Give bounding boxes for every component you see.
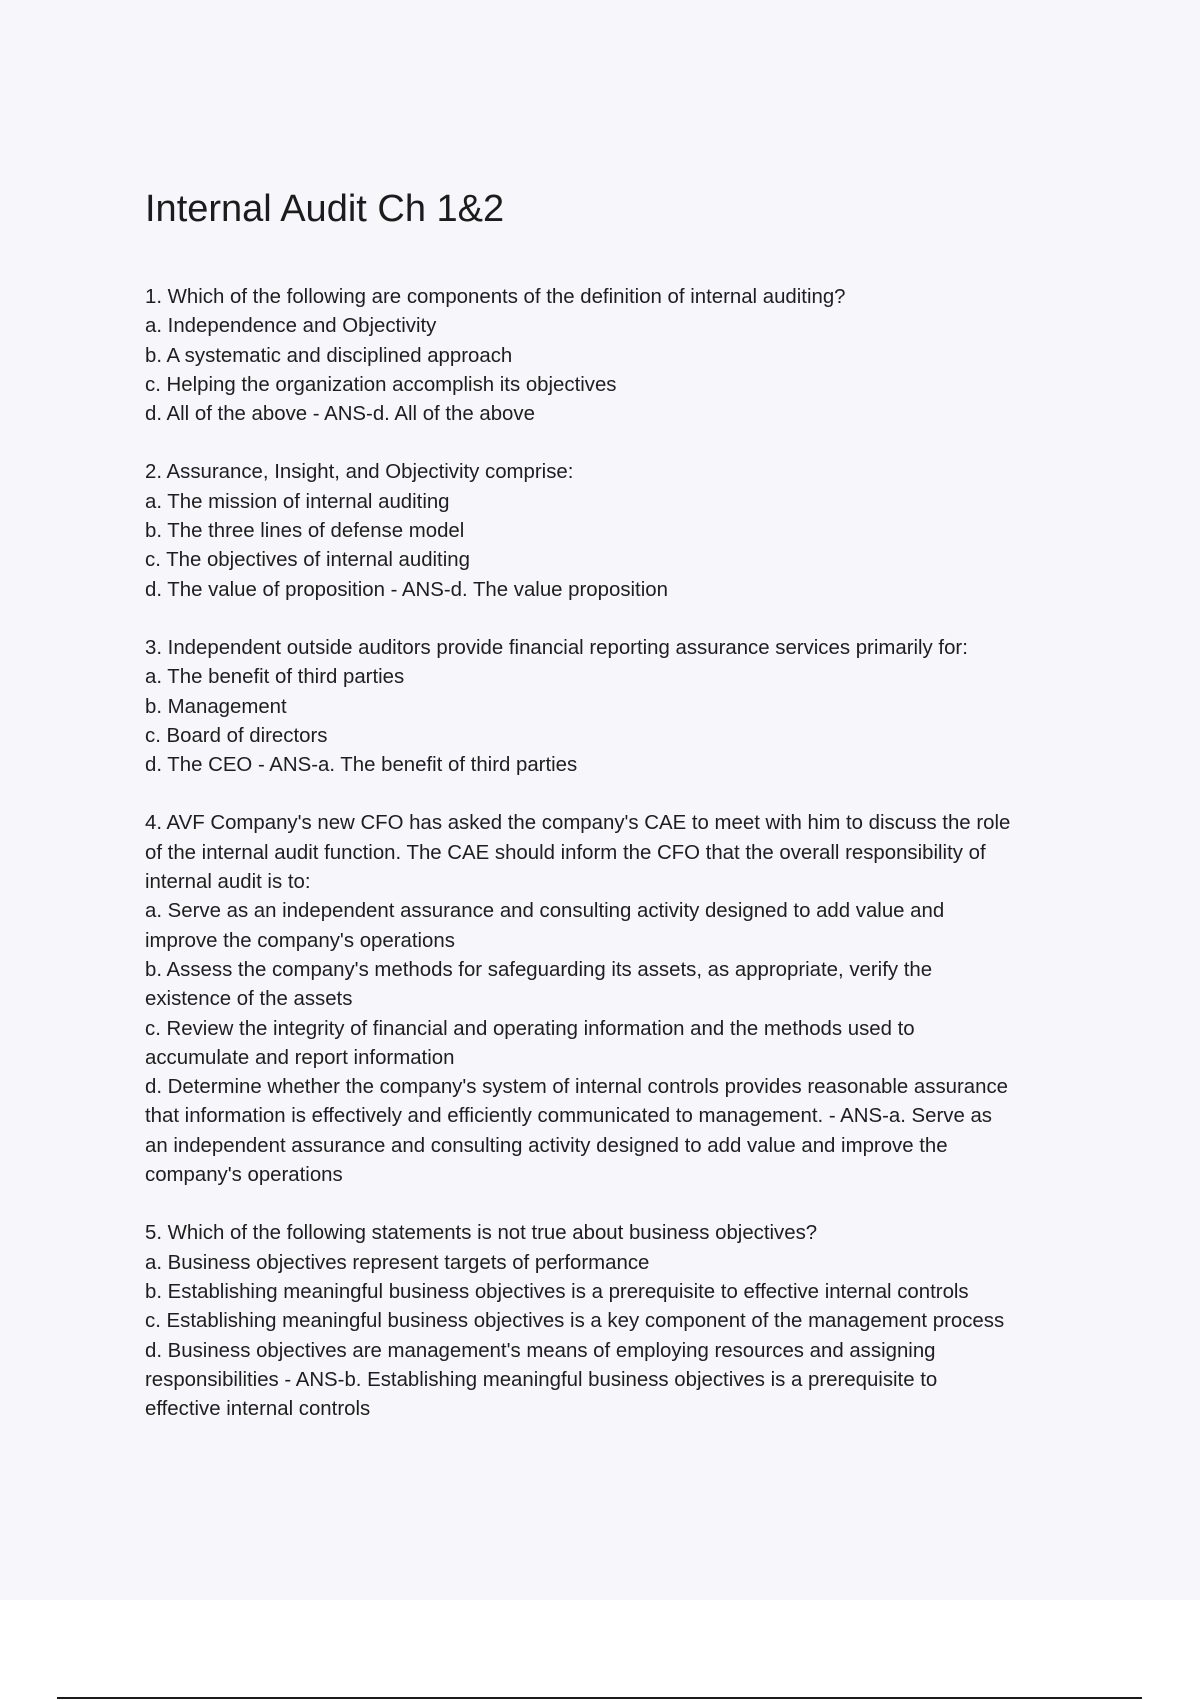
question-2-option-d-answer: d. The value of proposition - ANS-d. The value proposition — [145, 578, 668, 601]
question-3-option-c: c. Board of directors — [145, 724, 328, 747]
question-2-option-b: b. The three lines of defense model — [145, 520, 465, 543]
question-5-option-c: c. Establishing meaningful business objectives is a key component of the management process — [145, 1310, 1005, 1333]
question-4-stem-line-1: 4. AVF Company's new CFO has asked the company's CAE to meet with him to discuss the role — [145, 812, 1011, 835]
question-4-option-d-line-2: that information is effectively and efficiently communicated to management. - ANS-a. Serve as — [145, 1105, 993, 1128]
page-title: Internal Audit Ch 1&2 — [145, 188, 505, 230]
question-2-option-a: a. The mission of internal auditing — [145, 490, 450, 513]
question-3-option-a: a. The benefit of third parties — [145, 666, 405, 689]
question-2 — [145, 458, 1095, 604]
question-4-option-a-line-1: a. Serve as an independent assurance and consulting activity designed to add value and — [145, 900, 945, 923]
question-3-option-b: b. Management — [145, 695, 287, 718]
question-4-option-b-line-1: b. Assess the company's methods for safeguarding its assets, as appropriate, verify the — [145, 958, 933, 981]
question-1 — [145, 283, 1095, 429]
question-4-option-a-line-2: improve the company's operations — [145, 929, 455, 952]
question-5-option-b: b. Establishing meaningful business objectives is a prerequisite to effective internal controls — [145, 1280, 969, 1303]
question-5-answer-line-2: effective internal controls — [145, 1398, 371, 1421]
question-5-stem: 5. Which of the following statements is not true about business objectives? — [145, 1222, 818, 1245]
question-4-answer-line-1: an independent assurance and consulting activity designed to add value and improve the — [145, 1134, 948, 1157]
question-5-option-a: a. Business objectives represent targets of performance — [145, 1251, 650, 1274]
question-3-stem: 3. Independent outside auditors provide financial reporting assurance services primarily for: — [145, 636, 968, 659]
question-3 — [145, 634, 1095, 780]
question-4-answer-line-2: company's operations — [145, 1164, 343, 1187]
document-content — [145, 185, 1095, 1453]
question-4-stem-line-3: internal audit is to: — [145, 871, 311, 894]
question-4-option-d-line-1: d. Determine whether the company's system of internal controls provides reasonable assurance — [145, 1076, 1008, 1099]
question-2-option-c: c. The objectives of internal auditing — [145, 549, 470, 572]
question-4-option-b-line-2: existence of the assets — [145, 988, 353, 1011]
question-5-option-d-line-1: d. Business objectives are management's means of employing resources and assigning — [145, 1339, 936, 1362]
question-4-option-c-line-2: accumulate and report information — [145, 1046, 455, 1069]
question-1-stem: 1. Which of the following are components of the definition of internal auditing? — [145, 286, 846, 308]
question-1-option-c: c. Helping the organization accomplish its objectives — [145, 373, 617, 396]
question-5-answer-line-1: responsibilities - ANS-b. Establishing meaningful business objectives is a prerequisite to — [145, 1368, 938, 1391]
question-1-option-d-answer: d. All of the above - ANS-d. All of the above — [145, 403, 535, 426]
question-4-option-c-line-1: c. Review the integrity of financial and operating information and the methods used to — [145, 1017, 915, 1040]
question-4 — [145, 809, 1095, 1190]
question-1-option-a: a. Independence and Objectivity — [145, 315, 437, 338]
question-1-option-b: b. A systematic and disciplined approach — [145, 344, 513, 367]
question-4-stem-line-2: of the internal audit function. The CAE should inform the CFO that the overall responsibility of — [145, 841, 986, 864]
question-3-option-d-answer: d. The CEO - ANS-a. The benefit of third parties — [145, 754, 578, 777]
question-2-stem: 2. Assurance, Insight, and Objectivity comprise: — [145, 461, 574, 484]
footer-divider — [57, 1697, 1142, 1699]
question-5 — [145, 1219, 1095, 1424]
